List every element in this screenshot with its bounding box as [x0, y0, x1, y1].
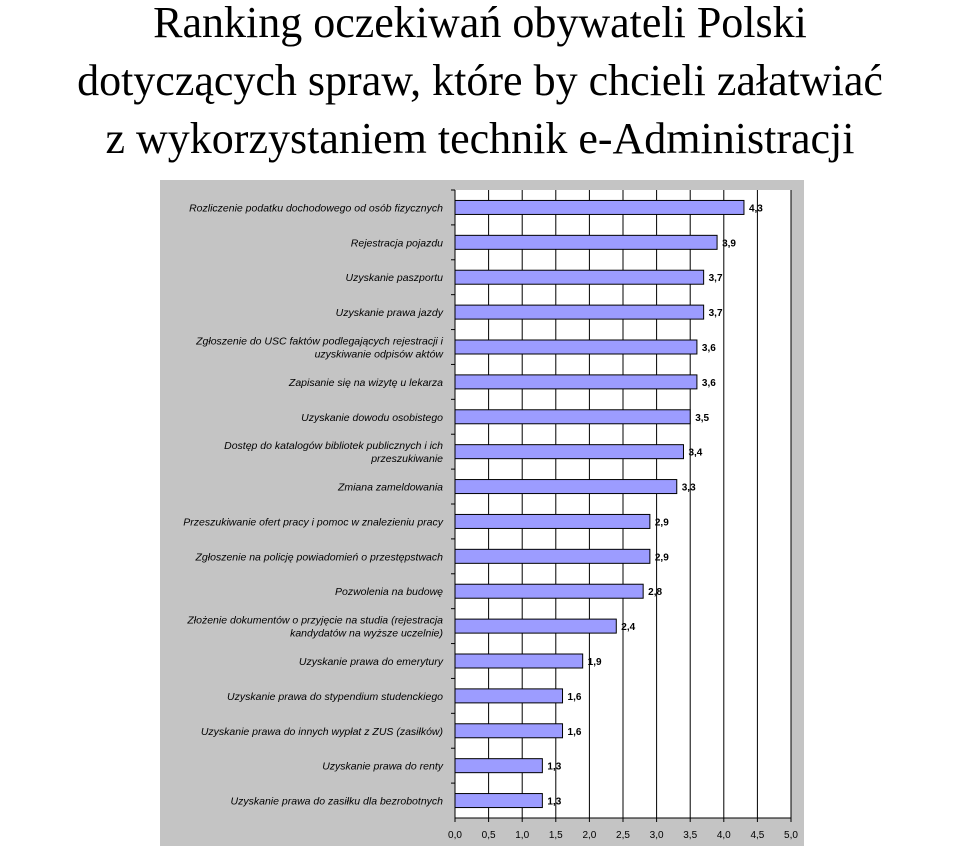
category-label: Zgłoszenie na policję powiadomień o przestępstwach: [195, 551, 443, 564]
data-label: 3,7: [708, 308, 723, 320]
data-label: 3,6: [701, 377, 716, 389]
data-label: 1,6: [567, 726, 582, 738]
x-tick-label: 4,0: [716, 830, 731, 841]
category-label: Uzyskanie prawa jazdy: [335, 307, 443, 320]
data-label: 2,9: [654, 552, 669, 564]
category-label: Dostęp do katalogów bibliotek publicznych i ich: [224, 440, 443, 453]
category-label: Przeszukiwanie ofert pracy i pomoc w znalezieniu pracy: [183, 516, 443, 529]
x-tick-label: 0,5: [481, 830, 496, 841]
bar: [455, 654, 583, 668]
category-labels: [183, 202, 444, 807]
title-line-3: z wykorzystaniem technik e-Administracji: [105, 114, 855, 163]
category-label: Zgłoszenie do USC faktów podlegających rejestracji i: [196, 335, 443, 348]
data-label: 3,3: [681, 482, 696, 494]
bar: [455, 724, 563, 738]
data-label: 3,7: [708, 273, 723, 285]
category-label: Uzyskanie prawa do renty: [322, 760, 443, 773]
bar: [455, 689, 563, 703]
bar: [455, 584, 643, 598]
data-label: 3,6: [701, 343, 716, 354]
data-label: 1,9: [587, 657, 602, 668]
bar: [455, 619, 616, 633]
x-axis-ticks: [448, 818, 798, 841]
bar: [455, 794, 542, 808]
category-label: Uzyskanie prawa do zasiłku dla bezrobotnych: [230, 795, 443, 808]
category-label: Uzyskanie prawa do innych wypłat z ZUS (zasiłków): [200, 725, 443, 738]
x-tick-label: 5,0: [784, 830, 798, 841]
title-line-2: dotyczących spraw, które by chcieli załatwiać: [77, 56, 883, 105]
bar: [455, 305, 704, 319]
bar: [455, 270, 704, 284]
category-label: Złożenie dokumentów o przyjęcie na studia (rejestracja: [187, 614, 443, 627]
slide-title: [0, 0, 960, 168]
data-label: 1,3: [547, 761, 562, 773]
bar: [455, 200, 744, 214]
x-tick-label: 3,0: [649, 830, 664, 841]
x-tick-label: 3,5: [683, 830, 698, 841]
data-label: 1,6: [567, 691, 582, 703]
category-label: kandydatów na wyższe uczelnie): [290, 627, 443, 640]
data-label: 2,4: [621, 622, 636, 634]
bar: [455, 410, 690, 424]
title-line-1: Ranking oczekiwań obywateli Polski: [153, 0, 807, 47]
bar: [455, 549, 650, 563]
category-label: Uzyskanie prawa do stypendium studenckiego: [227, 690, 443, 703]
x-tick-label: 4,5: [750, 830, 765, 841]
x-tick-label: 2,5: [616, 830, 630, 841]
category-label: Pozwolenia na budowę: [335, 586, 443, 599]
category-label: Zapisanie się na wizytę u lekarza: [288, 376, 443, 389]
bar: [455, 480, 677, 494]
bar: [455, 340, 697, 354]
category-label: Uzyskanie prawa do emerytury: [298, 656, 443, 668]
data-label: 2,9: [654, 517, 669, 529]
category-label: Uzyskanie paszportu: [345, 272, 443, 285]
bar: [455, 235, 717, 249]
category-label: Zmiana zameldowania: [337, 481, 443, 494]
category-label: Rozliczenie podatku dochodowego od osób fizycznych: [189, 202, 443, 215]
category-label: Uzyskanie dowodu osobistego: [301, 411, 443, 424]
data-label: 4,3: [748, 203, 763, 215]
bar: [455, 759, 542, 773]
bar: [455, 514, 650, 528]
category-label: przeszukiwanie: [371, 453, 443, 466]
x-tick-label: 1,0: [515, 830, 530, 841]
x-tick-label: 0,0: [448, 830, 462, 841]
chart-frame: [160, 180, 804, 846]
bar-chart: [160, 180, 804, 846]
category-label: Rejestracja pojazdu: [350, 237, 443, 250]
x-tick-label: 1,5: [548, 830, 563, 841]
x-tick-label: 2,0: [582, 830, 597, 841]
data-label: 3,9: [722, 238, 736, 250]
data-label: 2,8: [648, 587, 663, 599]
data-label: 3,5: [695, 412, 710, 424]
bar: [455, 375, 697, 389]
data-label: 3,4: [688, 447, 703, 459]
data-label: 1,3: [547, 796, 562, 808]
category-label: uzyskiwanie odpisów aktów: [314, 348, 443, 361]
bar: [455, 445, 683, 459]
